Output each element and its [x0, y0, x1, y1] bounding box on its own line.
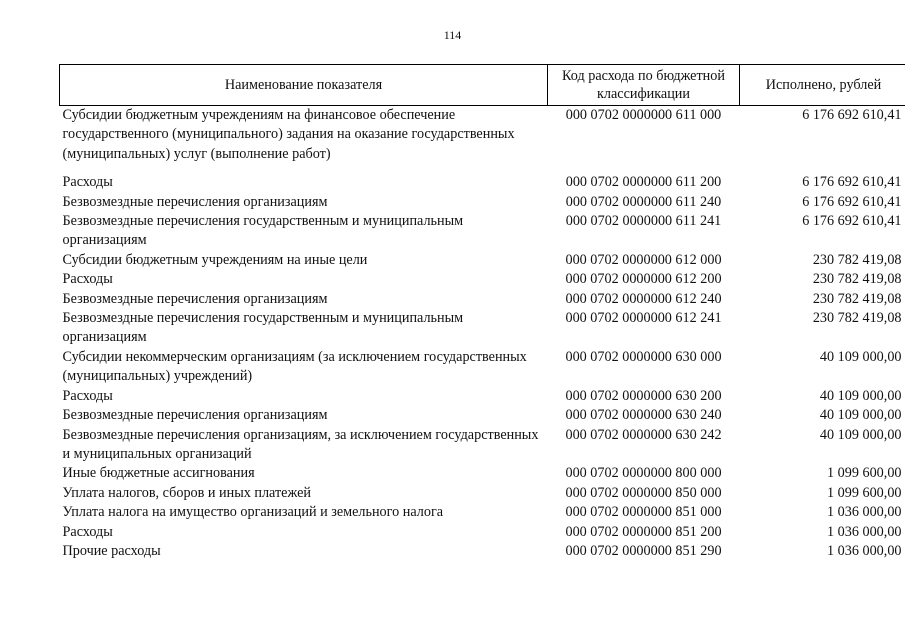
table-row — [60, 348, 905, 387]
row-code: 000 0702 0000000 850 000 — [565, 484, 722, 501]
row-amount: 1 099 600,00 — [827, 484, 902, 501]
row-amount: 6 176 692 610,41 — [802, 107, 902, 123]
row-name: Субсидии бюджетным учреждениям на финансовое обеспечение государственного (муниципального) задания на оказание государственных (муниципальных) услуг (выполнение работ) — [62, 107, 515, 162]
row-code: 000 0702 0000000 630 240 — [565, 407, 722, 424]
table-row — [60, 426, 905, 465]
row-code: 000 0702 0000000 851 000 — [565, 504, 722, 521]
header-executed-amount: Исполнено, рублей — [740, 65, 905, 106]
row-name: Иные бюджетные ассигнования — [62, 465, 255, 482]
row-amount: 1 036 000,00 — [827, 542, 902, 559]
header-indicator-name: Наименование показателя — [60, 65, 548, 106]
row-amount: 6 176 692 610,41 — [802, 193, 902, 210]
table-row — [60, 503, 905, 522]
row-name: Расходы — [62, 271, 113, 288]
row-amount: 6 176 692 610,41 — [802, 174, 902, 191]
budget-execution-table — [59, 64, 905, 561]
table-row — [60, 251, 905, 270]
table-row — [60, 309, 905, 348]
row-name: Безвозмездные перечисления организациям — [62, 193, 328, 210]
row-name: Безвозмездные перечисления организациям — [62, 407, 328, 424]
row-code: 000 0702 0000000 630 000 — [565, 348, 722, 365]
row-name: Расходы — [62, 523, 113, 540]
row-amount: 1 036 000,00 — [827, 523, 902, 540]
row-code: 000 0702 0000000 612 240 — [565, 290, 722, 307]
row-code: 000 0702 0000000 800 000 — [565, 465, 722, 482]
row-name: Прочие расходы — [62, 542, 161, 559]
row-amount: 230 782 419,08 — [812, 310, 902, 327]
row-amount: 1 099 600,00 — [827, 465, 902, 482]
row-amount: 230 782 419,08 — [812, 271, 902, 288]
table-row — [60, 523, 905, 542]
row-code: 000 0702 0000000 630 200 — [565, 387, 722, 404]
row-name: Безвозмездные перечисления государственным и муниципальным организациям — [62, 310, 464, 346]
row-code: 000 0702 0000000 612 200 — [565, 271, 722, 288]
row-name: Безвозмездные перечисления организациям — [62, 290, 328, 307]
table-header-row — [60, 65, 905, 106]
row-amount: 6 176 692 610,41 — [802, 213, 902, 230]
row-name: Безвозмездные перечисления организациям, за исключением государственных и муниципальных организаций — [62, 426, 539, 462]
table-row — [60, 193, 905, 212]
row-amount: 40 109 000,00 — [819, 387, 902, 404]
row-amount: 230 782 419,08 — [812, 290, 902, 307]
row-name: Расходы — [62, 387, 113, 404]
row-name: Уплата налога на имущество организаций и земельного налога — [62, 504, 444, 521]
table-row — [60, 270, 905, 289]
table-row — [60, 387, 905, 406]
row-amount: 40 109 000,00 — [819, 407, 902, 424]
row-code: 000 0702 0000000 612 000 — [565, 251, 722, 268]
row-code: 000 0702 0000000 630 242 — [565, 426, 722, 443]
row-name: Расходы — [62, 174, 113, 191]
row-code: 000 0702 0000000 851 200 — [565, 523, 722, 540]
table-row — [60, 212, 905, 251]
row-name: Субсидии некоммерческим организациям (за исключением государственных (муниципальных) учреждений) — [62, 348, 527, 385]
table-row — [60, 406, 905, 425]
row-amount: 1 036 000,00 — [827, 504, 902, 521]
row-amount: 40 109 000,00 — [819, 426, 902, 443]
table-row — [60, 290, 905, 309]
row-code: 000 0702 0000000 611 000 — [565, 107, 722, 123]
row-code: 000 0702 0000000 612 241 — [565, 310, 722, 327]
row-code: 000 0702 0000000 611 200 — [565, 174, 722, 191]
header-budget-code: Код расхода по бюджетной классификации — [548, 65, 740, 106]
row-amount: 40 109 000,00 — [819, 348, 902, 365]
table-row — [60, 464, 905, 483]
row-code: 000 0702 0000000 611 240 — [565, 193, 722, 210]
table-row — [60, 484, 905, 503]
table-row — [60, 173, 905, 192]
row-code: 000 0702 0000000 611 241 — [565, 213, 722, 230]
row-name: Субсидии бюджетным учреждениям на иные цели — [62, 251, 368, 268]
row-amount: 230 782 419,08 — [812, 251, 902, 268]
row-code: 000 0702 0000000 851 290 — [565, 542, 722, 559]
table-row — [60, 106, 905, 174]
table-row — [60, 542, 905, 561]
row-name: Уплата налогов, сборов и иных платежей — [62, 484, 311, 501]
row-name: Безвозмездные перечисления государственным и муниципальным организациям — [62, 213, 464, 249]
page-number: 114 — [443, 28, 462, 42]
